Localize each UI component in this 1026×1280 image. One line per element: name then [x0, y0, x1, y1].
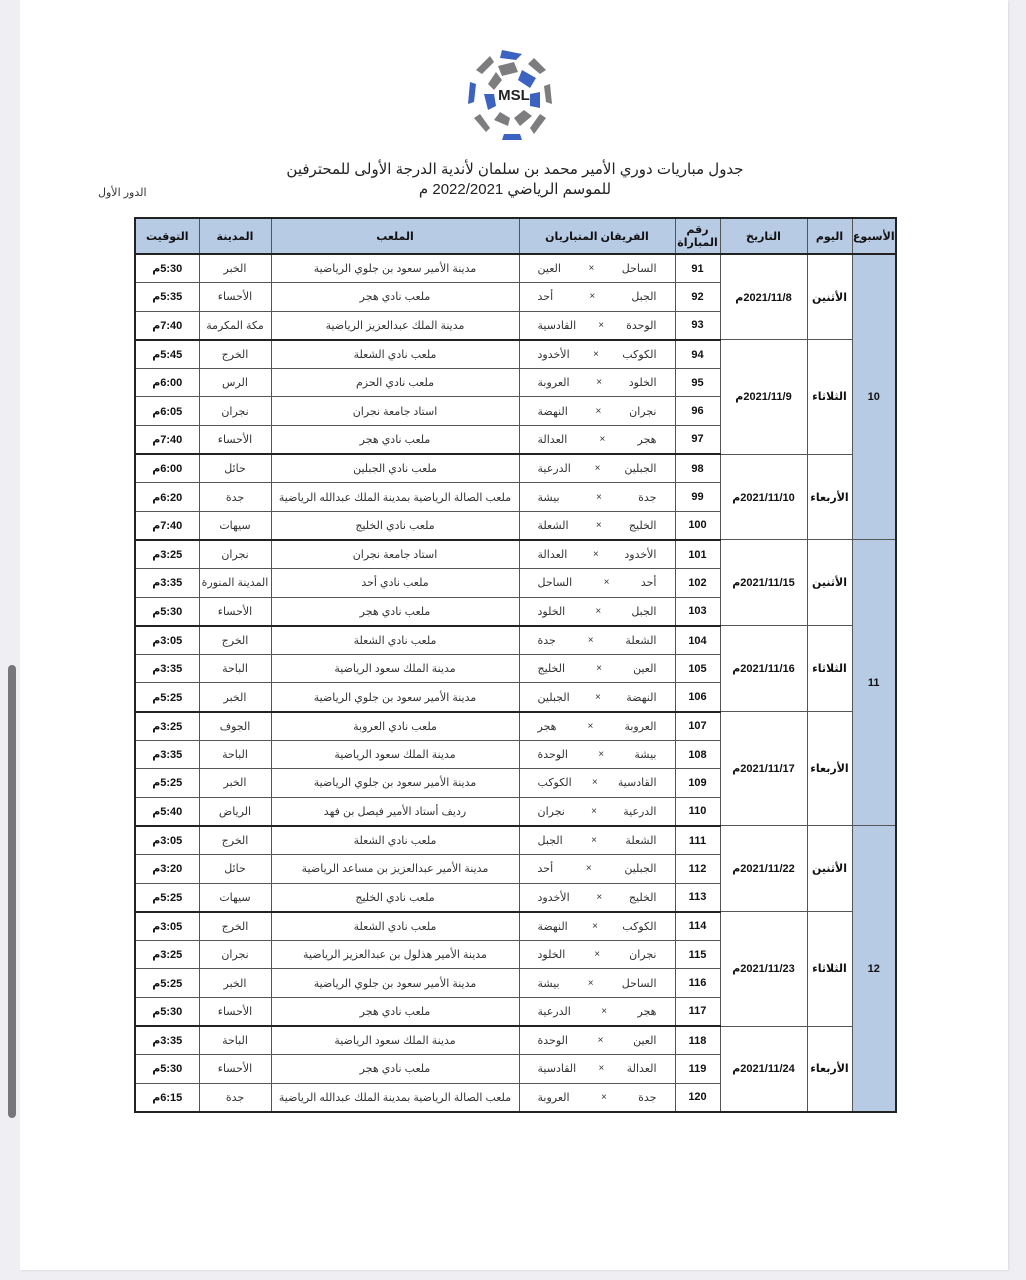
vs-icon: ×: [595, 519, 602, 531]
home-team: الوحدة: [626, 319, 657, 332]
away-team: نجران: [537, 805, 565, 818]
match-date: 2021/11/10م: [720, 454, 807, 540]
home-team: العين: [633, 1035, 657, 1048]
stadium: ملعب نادي الخليج: [271, 883, 519, 912]
home-team: الخلود: [628, 377, 657, 390]
away-team: أحد: [537, 863, 554, 876]
match-number: 117: [675, 997, 720, 1026]
vs-icon: ×: [591, 835, 597, 847]
stadium: ملعب الصالة الرياضية بمدينة الملك عبدالله الرياضية: [271, 483, 519, 511]
stadium: مدينة الملك عبدالعزيز الرياضية: [271, 311, 519, 340]
day-name: الثلاثاء: [807, 912, 852, 1026]
match-number: 109: [675, 769, 720, 797]
kickoff-time: 5:25م: [135, 883, 199, 912]
home-team: جدة: [638, 491, 657, 504]
vs-icon: ×: [589, 291, 596, 303]
table-row: [135, 454, 896, 483]
document-title: جدول مباريات دوري الأمير محمد بن سلمان لأندية الدرجة الأولى للمحترفين: [286, 161, 744, 178]
match-date: 2021/11/23م: [720, 912, 807, 1026]
city: الجوف: [199, 712, 271, 741]
table-row: [135, 540, 896, 569]
schedule-body: [135, 254, 896, 1112]
match-teams: [519, 655, 675, 683]
table-header-row: [135, 218, 896, 254]
home-team: العدالة: [626, 1063, 657, 1076]
home-team: الكوكب: [622, 920, 657, 933]
vs-icon: ×: [599, 433, 606, 445]
match-number: 103: [675, 597, 720, 626]
city: حائل: [199, 454, 271, 483]
match-teams: [519, 454, 675, 483]
table-row: [135, 340, 896, 369]
day-name: الثلاثاء: [807, 626, 852, 712]
home-team: بيشة: [634, 749, 657, 762]
match-teams: [519, 540, 675, 569]
home-team: العروبة: [624, 720, 657, 733]
away-team: الجبل: [537, 835, 563, 848]
match-number: 94: [675, 340, 720, 369]
match-number: 115: [675, 941, 720, 969]
scrollbar-thumb[interactable]: [8, 665, 16, 1118]
day-name: الأربعاء: [807, 1026, 852, 1112]
away-team: الشعلة: [537, 519, 569, 532]
kickoff-time: 3:05م: [135, 626, 199, 655]
stadium: ملعب نادي أحد: [271, 569, 519, 597]
home-team: الخليج: [628, 519, 657, 532]
stadium: مدينة الملك سعود الرياضية: [271, 1026, 519, 1055]
city: نجران: [199, 540, 271, 569]
day-name: الأثنين: [807, 540, 852, 626]
table-row: [135, 626, 896, 655]
stadium: ملعب نادي هجر: [271, 425, 519, 454]
kickoff-time: 3:25م: [135, 941, 199, 969]
vs-icon: ×: [595, 605, 602, 617]
match-number: 99: [675, 483, 720, 511]
away-team: العين: [537, 263, 561, 276]
away-team: الوحدة: [537, 1035, 568, 1048]
match-date: 2021/11/22م: [720, 826, 807, 912]
header-stadium: الملعب: [271, 218, 519, 254]
home-team: العين: [633, 663, 657, 676]
header-day: اليوم: [807, 218, 852, 254]
schedule-table: [134, 217, 897, 1113]
day-name: الثلاثاء: [807, 340, 852, 454]
stadium: ملعب نادي الشعلة: [271, 340, 519, 369]
city: الأحساء: [199, 597, 271, 626]
city: نجران: [199, 941, 271, 969]
match-number: 111: [675, 826, 720, 855]
kickoff-time: 5:30م: [135, 997, 199, 1026]
match-number: 91: [675, 254, 720, 283]
home-team: الساحل: [621, 263, 657, 276]
match-number: 106: [675, 683, 720, 712]
stadium: مدينة الأمير سعود بن جلوي الرياضية: [271, 769, 519, 797]
vs-icon: ×: [587, 635, 594, 646]
home-team: نجران: [629, 405, 657, 418]
city: الخبر: [199, 683, 271, 712]
match-teams: [519, 969, 675, 997]
away-team: الخلود: [537, 949, 566, 962]
match-number: 102: [675, 569, 720, 597]
away-team: الوحدة: [537, 749, 568, 762]
kickoff-time: 5:25م: [135, 769, 199, 797]
kickoff-time: 3:05م: [135, 912, 199, 941]
header-city: المدينة: [199, 218, 271, 254]
match-number: 93: [675, 311, 720, 340]
match-number: 96: [675, 397, 720, 425]
home-team: أحد: [640, 577, 657, 590]
city: نجران: [199, 397, 271, 425]
kickoff-time: 3:25م: [135, 540, 199, 569]
match-number: 113: [675, 883, 720, 912]
city: الأحساء: [199, 1055, 271, 1083]
city: مكة المكرمة: [199, 311, 271, 340]
city: الأحساء: [199, 283, 271, 311]
document-subtitle: للموسم الرياضي 2022/2021 م: [418, 181, 612, 198]
kickoff-time: 5:30م: [135, 254, 199, 283]
stadium: ملعب نادي هجر: [271, 1055, 519, 1083]
vs-icon: ×: [603, 577, 610, 589]
stadium: مدينة الأمير عبدالعزيز بن مساعد الرياضية: [271, 855, 519, 883]
match-teams: [519, 826, 675, 855]
match-teams: [519, 741, 675, 769]
vs-icon: ×: [594, 949, 601, 961]
match-teams: [519, 425, 675, 454]
vs-icon: ×: [596, 891, 603, 903]
away-team: بيشة: [537, 491, 560, 504]
match-teams: [519, 769, 675, 797]
kickoff-time: 6:05م: [135, 397, 199, 425]
city: الباحة: [199, 1026, 271, 1055]
home-team: الشعلة: [625, 635, 657, 647]
away-team: بيشة: [537, 977, 560, 990]
match-teams: [519, 1026, 675, 1055]
kickoff-time: 7:40م: [135, 511, 199, 540]
vs-icon: ×: [595, 405, 602, 417]
away-team: العدالة: [537, 549, 568, 562]
kickoff-time: 3:35م: [135, 569, 199, 597]
vs-icon: ×: [591, 777, 598, 789]
vs-icon: ×: [594, 463, 601, 475]
header-time: التوقيت: [135, 218, 199, 254]
match-number: 98: [675, 454, 720, 483]
city: الأحساء: [199, 425, 271, 454]
city: الرياض: [199, 797, 271, 826]
stadium: ملعب نادي هجر: [271, 283, 519, 311]
home-team: هجر: [637, 1005, 657, 1018]
kickoff-time: 7:40م: [135, 425, 199, 454]
home-team: الدرعية: [623, 805, 657, 818]
vs-icon: ×: [596, 377, 603, 389]
match-teams: [519, 369, 675, 397]
city: الخبر: [199, 969, 271, 997]
match-date: 2021/11/24م: [720, 1026, 807, 1112]
city: الرس: [199, 369, 271, 397]
away-team: القادسية: [537, 1063, 577, 1076]
match-number: 116: [675, 969, 720, 997]
kickoff-time: 7:40م: [135, 311, 199, 340]
home-team: هجر: [637, 433, 657, 446]
match-number: 112: [675, 855, 720, 883]
match-teams: [519, 511, 675, 540]
kickoff-time: 5:25م: [135, 969, 199, 997]
stadium: استاد جامعة نجران: [271, 397, 519, 425]
city: سيهات: [199, 511, 271, 540]
match-teams: [519, 1083, 675, 1112]
day-name: الأثنين: [807, 826, 852, 912]
stadium: ملعب نادي الجبلين: [271, 454, 519, 483]
away-team: الجبلين: [537, 691, 570, 704]
away-team: القادسية: [537, 319, 577, 332]
stadium: ملعب نادي الخليج: [271, 511, 519, 540]
home-team: الخليج: [628, 891, 657, 904]
vs-icon: ×: [598, 749, 605, 761]
away-team: الأخدود: [537, 891, 570, 904]
match-teams: [519, 883, 675, 912]
away-team: الساحل: [537, 577, 573, 590]
vs-icon: ×: [591, 805, 597, 817]
vs-icon: ×: [592, 920, 598, 932]
city: المدينة المنورة: [199, 569, 271, 597]
table-row: [135, 1026, 896, 1055]
match-teams: [519, 941, 675, 969]
away-team: الأخدود: [537, 349, 570, 362]
home-team: الكوكب: [622, 349, 657, 362]
stadium: مدينة الأمير سعود بن جلوي الرياضية: [271, 683, 519, 712]
match-number: 119: [675, 1055, 720, 1083]
match-teams: [519, 340, 675, 369]
stadium: مدينة الأمير سعود بن جلوي الرياضية: [271, 254, 519, 283]
stadium: ملعب نادي الشعلة: [271, 912, 519, 941]
vs-icon: ×: [585, 863, 592, 875]
table-row: [135, 712, 896, 741]
stadium: استاد جامعة نجران: [271, 540, 519, 569]
stadium: مدينة الملك سعود الرياضية: [271, 655, 519, 683]
msl-logo-icon: [462, 44, 566, 148]
city: الباحة: [199, 741, 271, 769]
match-date: 2021/11/16م: [720, 626, 807, 712]
kickoff-time: 6:00م: [135, 454, 199, 483]
city: جدة: [199, 1083, 271, 1112]
kickoff-time: 6:00م: [135, 369, 199, 397]
vs-icon: ×: [593, 349, 599, 361]
home-team: القادسية: [617, 777, 657, 790]
away-team: النهضة: [537, 405, 568, 418]
away-team: الخلود: [537, 605, 566, 618]
city: حائل: [199, 855, 271, 883]
away-team: العروبة: [537, 1091, 570, 1104]
vs-icon: ×: [595, 491, 602, 503]
home-team: الجبلين: [624, 463, 657, 476]
match-date: 2021/11/15م: [720, 540, 807, 626]
match-number: 107: [675, 712, 720, 741]
away-team: العدالة: [537, 433, 568, 446]
match-teams: [519, 1055, 675, 1083]
away-team: الكوكب: [537, 777, 572, 790]
match-teams: [519, 283, 675, 311]
vs-icon: ×: [600, 1091, 607, 1103]
city: الخبر: [199, 769, 271, 797]
round-label: الدور الأول: [98, 187, 147, 199]
home-team: النهضة: [626, 691, 657, 704]
home-team: الجبل: [631, 605, 657, 618]
home-team: الجبلين: [624, 863, 657, 876]
vs-icon: ×: [595, 691, 601, 703]
city: الخرج: [199, 826, 271, 855]
week-number: 12: [852, 826, 896, 1112]
kickoff-time: 5:40م: [135, 797, 199, 826]
match-teams: [519, 597, 675, 626]
match-number: 104: [675, 626, 720, 655]
stadium: ملعب نادي هجر: [271, 997, 519, 1026]
away-team: الدرعية: [537, 1005, 571, 1018]
away-team: جدة: [537, 635, 556, 647]
stadium: مدينة الملك سعود الرياضية: [271, 741, 519, 769]
header-teams: الفريقان المتباريان: [519, 218, 675, 254]
match-number: 95: [675, 369, 720, 397]
vs-icon: ×: [596, 663, 602, 675]
home-team: الشعلة: [625, 835, 657, 848]
city: سيهات: [199, 883, 271, 912]
header-date: التاريخ: [720, 218, 807, 254]
stadium: رديف أستاد الأمير فيصل بن فهد: [271, 797, 519, 826]
vs-icon: ×: [588, 263, 595, 275]
city: الخرج: [199, 340, 271, 369]
kickoff-time: 3:05م: [135, 826, 199, 855]
home-team: الجبل: [631, 291, 657, 304]
stadium: ملعب نادي الشعلة: [271, 626, 519, 655]
day-name: الأثنين: [807, 254, 852, 340]
kickoff-time: 3:35م: [135, 741, 199, 769]
match-date: 2021/11/9م: [720, 340, 807, 454]
vs-icon: ×: [598, 1063, 605, 1075]
home-team: الساحل: [621, 977, 657, 990]
match-teams: [519, 712, 675, 741]
kickoff-time: 3:20م: [135, 855, 199, 883]
match-number: 105: [675, 655, 720, 683]
kickoff-time: 5:30م: [135, 1055, 199, 1083]
header-week: الأسبوع: [852, 218, 896, 254]
kickoff-time: 6:15م: [135, 1083, 199, 1112]
city: جدة: [199, 483, 271, 511]
match-number: 118: [675, 1026, 720, 1055]
table-row: [135, 254, 896, 283]
table-row: [135, 912, 896, 941]
match-teams: [519, 397, 675, 425]
match-number: 97: [675, 425, 720, 454]
match-number: 101: [675, 540, 720, 569]
city: الخرج: [199, 626, 271, 655]
kickoff-time: 5:30م: [135, 597, 199, 626]
match-number: 120: [675, 1083, 720, 1112]
match-teams: [519, 311, 675, 340]
kickoff-time: 5:45م: [135, 340, 199, 369]
vs-icon: ×: [592, 549, 599, 561]
match-number: 92: [675, 283, 720, 311]
stadium: ملعب نادي هجر: [271, 597, 519, 626]
kickoff-time: 5:25م: [135, 683, 199, 712]
match-teams: [519, 569, 675, 597]
header-match-number: رقم المباراة: [675, 218, 720, 254]
match-teams: [519, 626, 675, 655]
vs-icon: ×: [601, 1005, 608, 1017]
vs-icon: ×: [587, 977, 594, 989]
match-teams: [519, 483, 675, 511]
stadium: ملعب نادي العروبة: [271, 712, 519, 741]
match-teams: [519, 797, 675, 826]
match-teams: [519, 254, 675, 283]
kickoff-time: 3:35م: [135, 655, 199, 683]
away-team: هجر: [537, 720, 557, 733]
match-date: 2021/11/17م: [720, 712, 807, 826]
away-team: العروبة: [537, 377, 570, 390]
kickoff-time: 3:25م: [135, 712, 199, 741]
away-team: الدرعية: [537, 463, 571, 476]
stadium: مدينة الأمير هذلول بن عبدالعزيز الرياضية: [271, 941, 519, 969]
city: الباحة: [199, 655, 271, 683]
vs-icon: ×: [598, 319, 605, 331]
kickoff-time: 3:35م: [135, 1026, 199, 1055]
match-number: 108: [675, 741, 720, 769]
home-team: جدة: [638, 1091, 657, 1104]
day-name: الأربعاء: [807, 712, 852, 826]
stadium: مدينة الأمير سعود بن جلوي الرياضية: [271, 969, 519, 997]
match-number: 100: [675, 511, 720, 540]
city: الخبر: [199, 254, 271, 283]
table-row: [135, 826, 896, 855]
kickoff-time: 6:20م: [135, 483, 199, 511]
kickoff-time: 5:35م: [135, 283, 199, 311]
home-team: نجران: [629, 949, 657, 962]
home-team: الأخدود: [624, 549, 657, 562]
away-team: أحد: [537, 291, 554, 304]
vs-icon: ×: [587, 720, 594, 732]
match-number: 110: [675, 797, 720, 826]
city: الأحساء: [199, 997, 271, 1026]
logo-text: MSL: [498, 87, 530, 104]
week-number: 11: [852, 540, 896, 826]
stadium: ملعب الصالة الرياضية بمدينة الملك عبدالله الرياضية: [271, 1083, 519, 1112]
match-teams: [519, 997, 675, 1026]
stadium: ملعب نادي الشعلة: [271, 826, 519, 855]
day-name: الأربعاء: [807, 454, 852, 540]
match-number: 114: [675, 912, 720, 941]
stadium: ملعب نادي الحزم: [271, 369, 519, 397]
city: الخرج: [199, 912, 271, 941]
match-teams: [519, 683, 675, 712]
vs-icon: ×: [597, 1035, 604, 1047]
away-team: النهضة: [537, 920, 568, 933]
match-teams: [519, 855, 675, 883]
away-team: الخليج: [537, 663, 566, 676]
match-date: 2021/11/8م: [720, 254, 807, 340]
week-number: 10: [852, 254, 896, 540]
match-teams: [519, 912, 675, 941]
